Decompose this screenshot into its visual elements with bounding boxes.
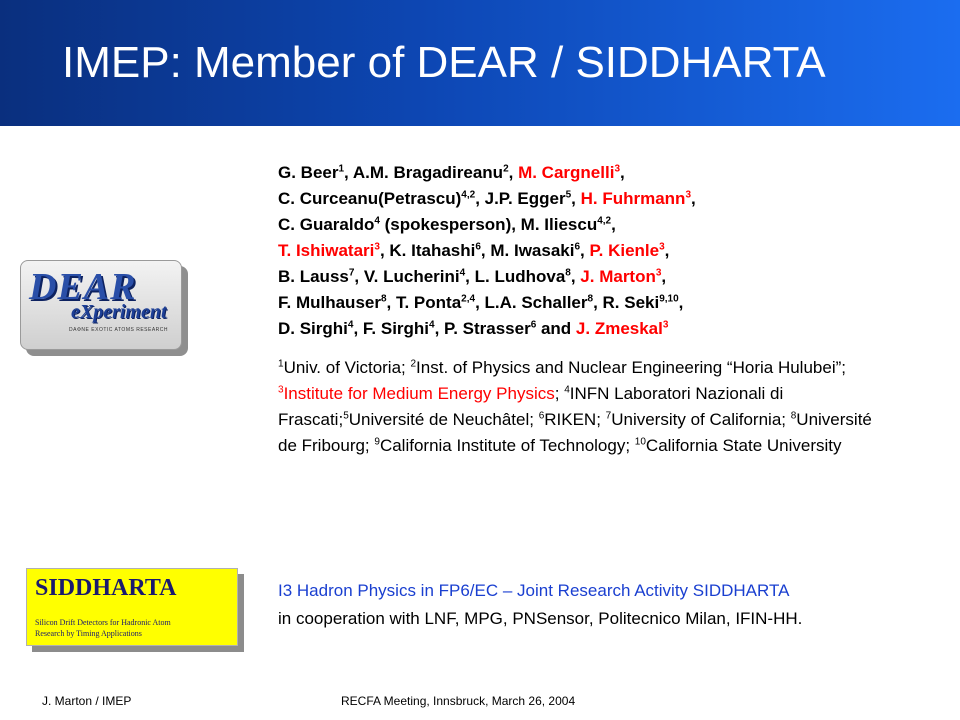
author-line-2: C. Curceanu(Petrascu)$^{4,2}$, J.P. Egger$^5$, H. Fuhrmann$^3$, (278, 189, 696, 208)
author-line-3: C. Guaraldo$^4$ (spokesperson), M. Iliescu$^{4,2}$, (278, 215, 616, 234)
author-list (278, 160, 696, 342)
dear-logo-tagline: DAΦNE EXOTIC ATOMS RESEARCH (69, 327, 168, 333)
author-line-6: F. Mulhauser$^8$, T. Ponta$^{2,4}$, L.A. Schaller$^8$, R. Seki$^{9,10}$, (278, 293, 684, 312)
dear-logo (20, 260, 182, 350)
dear-logo-word: DEAR (29, 266, 137, 308)
author-line-1: G. Beer$^1$, A.M. Bragadireanu$^2$, M. Cargnelli$^3$, (278, 163, 625, 182)
affiliations: $^1$Univ. of Victoria; $^2$Inst. of Physics and Nuclear Engineering “Horia Hulubei”; $^3$Institute for Medium Energy Physics; $^4$INFN Laboratori Nazionali di Frascati;$^5$Université de Neuchâtel; $^6$RIKEN; $^7$University of California; $^8$Université de Fribourg; $^9$California Institute of Technology; $^{10}$California State University (278, 358, 872, 455)
i3-line-2: in cooperation with LNF, MPG, PNSensor, Politecnico Milan, IFIN-HH. (278, 609, 803, 628)
i3-line-1: I3 Hadron Physics in FP6/EC – Joint Research Activity SIDDHARTA (278, 581, 790, 600)
author-line-5: B. Lauss$^7$, V. Lucherini$^4$, L. Ludhova$^8$, J. Marton$^3$, (278, 267, 667, 286)
slide-title: IMEP: Member of DEAR / SIDDHARTA (62, 38, 826, 87)
author-line-7: D. Sirghi$^4$, F. Sirghi$^4$, P. Strasser$^6$ and J. Zmeskal$^3$ (278, 319, 669, 338)
i3-note (278, 577, 802, 633)
siddharta-logo-word: SIDDHARTA (35, 575, 177, 601)
siddharta-logo (26, 568, 238, 646)
footer-meeting: RECFA Meeting, Innsbruck, March 26, 2004 (341, 694, 576, 708)
title-banner (0, 0, 960, 126)
siddharta-logo-subtitle: Silicon Drift Detectors for Hadronic Atom Research by Timing Applications (35, 618, 171, 638)
footer-author: J. Marton / IMEP (42, 694, 132, 708)
dear-logo-experiment: eXperiment (71, 301, 167, 323)
author-line-4: T. Ishiwatari$^3$, K. Itahashi$^6$, M. Iwasaki$^6$, P. Kienle$^3$, (278, 241, 670, 260)
